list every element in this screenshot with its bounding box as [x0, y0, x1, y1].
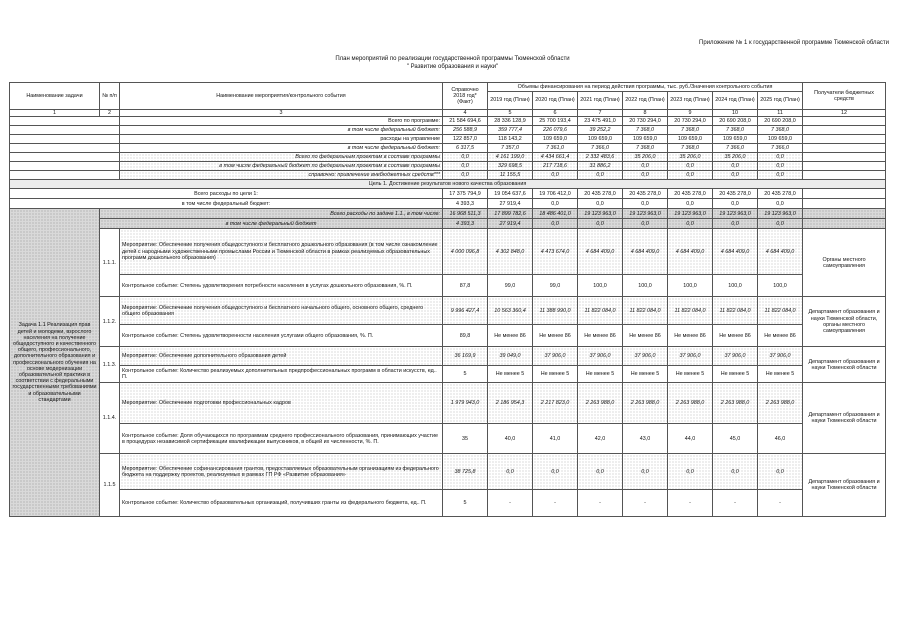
- summary-label: Всего по федеральным проектам в составе программы: [120, 153, 443, 162]
- event-measure: Мероприятие: Обеспечение получения общедоступного и бесплатного начального общего, основного общего, среднего общего образования: [120, 297, 443, 325]
- event-control-row: [10, 275, 886, 297]
- column-number: 10: [713, 110, 758, 117]
- event-control-row: [10, 366, 886, 383]
- value-cell: 0,0: [623, 171, 668, 180]
- control-value: -: [758, 490, 803, 517]
- column-number: 2: [100, 110, 120, 117]
- control-value: Не менее 5: [668, 366, 713, 383]
- measure-value: 2 263 988,0: [668, 383, 713, 424]
- measure-value: 39 049,0: [488, 347, 533, 366]
- value-cell: 0,0: [668, 171, 713, 180]
- control-value: 100,0: [758, 275, 803, 297]
- event-number: 1.1.4.: [100, 383, 120, 454]
- value-cell: 35 206,0: [623, 153, 668, 162]
- measure-value: 2 263 988,0: [623, 383, 668, 424]
- value-cell: 28 336 128,9: [488, 117, 533, 126]
- control-value: 45,0: [713, 424, 758, 454]
- measure-value: 11 822 084,0: [578, 297, 623, 325]
- value-cell: 7 368,0: [668, 126, 713, 135]
- value-cell: 20 435 278,0: [578, 189, 623, 199]
- column-number: 12: [803, 110, 886, 117]
- goal-total-label: в том числе федеральный бюджет:: [10, 199, 443, 209]
- value-cell: 0,0: [668, 219, 713, 229]
- goal-total-label: Всего расходы по цели 1:: [10, 189, 443, 199]
- summary-label: в том числе федеральный бюджет:: [120, 126, 443, 135]
- measure-value: 37 906,0: [623, 347, 668, 366]
- value-cell: 0,0: [758, 162, 803, 171]
- value-cell: 39 252,2: [578, 126, 623, 135]
- event-control-row: [10, 325, 886, 347]
- summary-label: справочно: привлечение внебюджетных средств***: [120, 171, 443, 180]
- event-number: 1.1.2.: [100, 297, 120, 347]
- value-cell: 329 698,5: [488, 162, 533, 171]
- value-cell: 0,0: [713, 199, 758, 209]
- measure-value: 10 563 360,4: [488, 297, 533, 325]
- measure-value: 11 822 084,0: [623, 297, 668, 325]
- event-recipient: Органы местного самоуправления: [803, 229, 886, 297]
- value-cell: 17 375 794,9: [443, 189, 488, 199]
- value-cell: 0,0: [623, 219, 668, 229]
- control-value: Не менее 86: [713, 325, 758, 347]
- column-number: 6: [533, 110, 578, 117]
- event-control: Контрольное событие: Степень удовлетворенности населения услугами общего образования, %. П.: [120, 325, 443, 347]
- value-cell: 226 079,6: [533, 126, 578, 135]
- measure-value: 4 684 409,0: [578, 229, 623, 275]
- value-cell: 0,0: [533, 199, 578, 209]
- value-cell: 7 368,0: [758, 126, 803, 135]
- value-cell: 0,0: [578, 171, 623, 180]
- value-cell: 35 206,0: [713, 153, 758, 162]
- empty-cell: [803, 209, 886, 219]
- task-name: Задача 1.1 Реализация прав детей и молодежи, взрослого населения на получение общедоступного и качественного общего, профессионального, дополнительного образования и профессионального обучения на основе модернизации образовательной практики в соответствии с федеральными государственными требованиями и образовательными стандартами: [10, 209, 100, 517]
- value-cell: 20 730 294,0: [623, 117, 668, 126]
- measure-value: 4 684 409,0: [758, 229, 803, 275]
- control-value: 40,0: [488, 424, 533, 454]
- event-measure: Мероприятие: Обеспечение подготовки профессиональных кадров: [120, 383, 443, 424]
- measure-value: 4 302 848,0: [488, 229, 533, 275]
- empty-cell: [803, 162, 886, 171]
- summary-row: [10, 144, 886, 153]
- value-cell: 0,0: [758, 219, 803, 229]
- summary-label: Всего по программе:: [120, 117, 443, 126]
- measure-value: 4 684 409,0: [668, 229, 713, 275]
- empty-cell: [803, 219, 886, 229]
- control-value: 89,8: [443, 325, 488, 347]
- header-year: 2025 год (План): [758, 92, 803, 110]
- measure-value: 0,0: [488, 454, 533, 490]
- value-cell: 19 123 963,0: [578, 209, 623, 219]
- control-value: -: [533, 490, 578, 517]
- header-year: 2020 год (План): [533, 92, 578, 110]
- control-value: -: [668, 490, 713, 517]
- value-cell: 16 968 511,3: [443, 209, 488, 219]
- measure-value: 9 996 427,4: [443, 297, 488, 325]
- measure-value: 0,0: [578, 454, 623, 490]
- measure-value: 0,0: [533, 454, 578, 490]
- value-cell: 109 659,0: [533, 135, 578, 144]
- header-num: № п/п: [100, 83, 120, 110]
- empty-cell: [803, 189, 886, 199]
- column-number: 8: [623, 110, 668, 117]
- control-value: 41,0: [533, 424, 578, 454]
- event-number: 1.1.1.: [100, 229, 120, 297]
- control-value: Не менее 86: [578, 325, 623, 347]
- event-measure-row: [10, 229, 886, 275]
- value-cell: 23 475 491,0: [578, 117, 623, 126]
- value-cell: 0,0: [623, 162, 668, 171]
- value-cell: 256 588,9: [443, 126, 488, 135]
- control-value: -: [488, 490, 533, 517]
- task-total-label: Всего расходы по задаче 1.1., в том числе:: [100, 209, 443, 219]
- event-recipient: Департамент образования и науки Тюменской области: [803, 383, 886, 454]
- measure-value: 11 822 084,0: [668, 297, 713, 325]
- value-cell: 19 123 963,0: [713, 209, 758, 219]
- control-value: 87,8: [443, 275, 488, 297]
- column-number: 7: [578, 110, 623, 117]
- measure-value: 2 263 988,0: [713, 383, 758, 424]
- value-cell: 0,0: [443, 171, 488, 180]
- measure-value: 0,0: [713, 454, 758, 490]
- value-cell: 0,0: [668, 162, 713, 171]
- value-cell: 0,0: [758, 171, 803, 180]
- column-number: 9: [668, 110, 713, 117]
- control-value: Не менее 5: [758, 366, 803, 383]
- empty-cell: [10, 171, 120, 180]
- value-cell: 17 899 782,6: [488, 209, 533, 219]
- header-year: 2023 год (План): [668, 92, 713, 110]
- control-value: 44,0: [668, 424, 713, 454]
- value-cell: 4 393,3: [443, 199, 488, 209]
- goal-row: [10, 180, 886, 189]
- measure-value: 37 906,0: [713, 347, 758, 366]
- header-year: 2021 год (План): [578, 92, 623, 110]
- value-cell: 109 659,0: [758, 135, 803, 144]
- value-cell: 20 730 294,0: [668, 117, 713, 126]
- measure-value: 11 388 990,0: [533, 297, 578, 325]
- event-recipient: Департамент образования и науки Тюменской области: [803, 347, 886, 383]
- value-cell: 0,0: [443, 153, 488, 162]
- summary-row: [10, 162, 886, 171]
- value-cell: 2 332 483,6: [578, 153, 623, 162]
- measure-value: 4 000 096,8: [443, 229, 488, 275]
- value-cell: 18 486 401,0: [533, 209, 578, 219]
- event-measure: Мероприятие: Обеспечение получения общедоступного и бесплатного дошкольного образования (в том числе ознакомление детей с народными художественными промыслами России и Тюменской области в рамках реализуемых образовательных программ дошкольного образования): [120, 229, 443, 275]
- control-value: Не менее 5: [533, 366, 578, 383]
- value-cell: 20 435 278,0: [623, 189, 668, 199]
- empty-cell: [10, 162, 120, 171]
- header-recipients: Получатели бюджетных средств: [803, 83, 886, 110]
- value-cell: 122 857,0: [443, 135, 488, 144]
- header-task-name: Наименование задачи: [10, 83, 100, 110]
- event-recipient: Департамент образования и науки Тюменской области, органы местного самоуправления: [803, 297, 886, 347]
- empty-cell: [10, 126, 120, 135]
- value-cell: 27 919,4: [488, 219, 533, 229]
- header-funding: Объемы финансирования на период действия программы, тыс. руб./Значения контрольного события: [488, 83, 803, 92]
- summary-row: [10, 135, 886, 144]
- goal-total-row: [10, 199, 886, 209]
- value-cell: 109 659,0: [623, 135, 668, 144]
- measure-value: 2 263 988,0: [578, 383, 623, 424]
- summary-label: в том числе федеральный бюджет по федеральным проектам в составе программы: [120, 162, 443, 171]
- event-recipient: Департамент образования и науки Тюменской области: [803, 454, 886, 517]
- event-control-row: [10, 490, 886, 517]
- empty-cell: [803, 117, 886, 126]
- value-cell: 7 361,0: [533, 144, 578, 153]
- value-cell: 19 123 963,0: [623, 209, 668, 219]
- header-year: 2022 год (План): [623, 92, 668, 110]
- event-control: Контрольное событие: Степень удовлетворения потребности населения в услугах дошкольного образования, %. П.: [120, 275, 443, 297]
- measure-value: 1 979 943,0: [443, 383, 488, 424]
- event-number: 1.1.3.: [100, 347, 120, 383]
- control-value: 100,0: [668, 275, 713, 297]
- control-value: -: [623, 490, 668, 517]
- measure-value: 4 684 409,0: [713, 229, 758, 275]
- value-cell: 7 368,0: [623, 144, 668, 153]
- value-cell: 0,0: [578, 199, 623, 209]
- header-ref-2018: Справочно 2018 год* (Факт): [443, 83, 488, 110]
- task-total-row: [10, 209, 886, 219]
- plan-table: [9, 82, 886, 517]
- summary-label: расходы на управление: [120, 135, 443, 144]
- header-event-name: Наименование мероприятия/контрольного события: [120, 83, 443, 110]
- column-number: 5: [488, 110, 533, 117]
- measure-value: 0,0: [668, 454, 713, 490]
- control-value: 35: [443, 424, 488, 454]
- measure-value: 4 684 409,0: [623, 229, 668, 275]
- appendix-note: Приложение № 1 к государственной программе Тюменской области: [699, 40, 889, 46]
- column-number: 1: [10, 110, 100, 117]
- control-value: 99,0: [533, 275, 578, 297]
- control-value: 100,0: [713, 275, 758, 297]
- empty-cell: [803, 135, 886, 144]
- measure-value: 37 906,0: [578, 347, 623, 366]
- value-cell: 0,0: [758, 153, 803, 162]
- value-cell: 6 317,5: [443, 144, 488, 153]
- control-value: Не менее 86: [488, 325, 533, 347]
- control-value: 100,0: [578, 275, 623, 297]
- value-cell: 217 718,6: [533, 162, 578, 171]
- value-cell: 0,0: [623, 199, 668, 209]
- summary-row: [10, 153, 886, 162]
- value-cell: 7 366,0: [578, 144, 623, 153]
- measure-value: 38 725,8: [443, 454, 488, 490]
- value-cell: 7 366,0: [713, 144, 758, 153]
- value-cell: 4 393,3: [443, 219, 488, 229]
- empty-cell: [803, 144, 886, 153]
- control-value: -: [578, 490, 623, 517]
- measure-value: 2 263 988,0: [758, 383, 803, 424]
- event-control: Контрольное событие: Количество реализуемых дополнительных предпрофессиональных программ в области искусств, ед.. П.: [120, 366, 443, 383]
- value-cell: 7 366,0: [758, 144, 803, 153]
- value-cell: 7 357,0: [488, 144, 533, 153]
- event-measure: Мероприятие: Обеспечение софинансирования грантов, предоставляемых образовательным организациям из федерального бюджета на поддержку проектов, реализуемых в рамках ГП РФ «Развитие образования»: [120, 454, 443, 490]
- measure-value: 11 822 084,0: [713, 297, 758, 325]
- value-cell: 27 919,4: [488, 199, 533, 209]
- column-number: 3: [120, 110, 443, 117]
- value-cell: 0,0: [713, 171, 758, 180]
- value-cell: 7 368,0: [713, 126, 758, 135]
- value-cell: 0,0: [758, 199, 803, 209]
- value-cell: 19 123 963,0: [758, 209, 803, 219]
- event-control-row: [10, 424, 886, 454]
- value-cell: 20 435 278,0: [668, 189, 713, 199]
- value-cell: 19 054 637,6: [488, 189, 533, 199]
- empty-cell: [803, 126, 886, 135]
- control-value: 46,0: [758, 424, 803, 454]
- control-value: -: [713, 490, 758, 517]
- measure-value: 37 906,0: [668, 347, 713, 366]
- measure-value: 37 906,0: [533, 347, 578, 366]
- summary-label: в том числе федеральный бюджет:: [120, 144, 443, 153]
- value-cell: 4 161 199,0: [488, 153, 533, 162]
- value-cell: 118 143,2: [488, 135, 533, 144]
- summary-row: [10, 126, 886, 135]
- value-cell: 31 886,2: [578, 162, 623, 171]
- empty-cell: [803, 171, 886, 180]
- measure-value: 11 822 084,0: [758, 297, 803, 325]
- value-cell: 25 700 193,4: [533, 117, 578, 126]
- control-value: Не менее 86: [623, 325, 668, 347]
- control-value: 5: [443, 366, 488, 383]
- value-cell: 359 777,4: [488, 126, 533, 135]
- control-value: Не менее 5: [578, 366, 623, 383]
- measure-value: 0,0: [758, 454, 803, 490]
- value-cell: 0,0: [668, 199, 713, 209]
- control-value: 99,0: [488, 275, 533, 297]
- header-year: 2019 год (План): [488, 92, 533, 110]
- value-cell: 19 706 412,0: [533, 189, 578, 199]
- event-number: 1.1.5: [100, 454, 120, 517]
- value-cell: 21 584 694,6: [443, 117, 488, 126]
- value-cell: 0,0: [533, 219, 578, 229]
- value-cell: 0,0: [578, 219, 623, 229]
- control-value: 42,0: [578, 424, 623, 454]
- control-value: 5: [443, 490, 488, 517]
- task-federal-label: в том числе федеральный бюджет: [100, 219, 443, 229]
- plan-title: План мероприятий по реализации государственной программы Тюменской области: [335, 56, 570, 62]
- value-cell: 20 435 278,0: [713, 189, 758, 199]
- summary-row: [10, 117, 886, 126]
- value-cell: 0,0: [713, 162, 758, 171]
- value-cell: 7 368,0: [623, 126, 668, 135]
- event-control: Контрольное событие: Доля обучающихся по программам среднего профессионального образования, принимающих участие в процедурах независимой сертификации квалификации выпускников, в общей их численности, %. П.: [120, 424, 443, 454]
- event-measure-row: [10, 347, 886, 366]
- value-cell: 109 659,0: [713, 135, 758, 144]
- event-measure-row: [10, 454, 886, 490]
- measure-value: 4 473 674,0: [533, 229, 578, 275]
- value-cell: 20 690 208,0: [758, 117, 803, 126]
- program-name: " Развитие образования и науки": [406, 64, 499, 70]
- measure-value: 37 906,0: [758, 347, 803, 366]
- event-measure: Мероприятие: Обеспечение дополнительного образования детей: [120, 347, 443, 366]
- column-number: 4: [443, 110, 488, 117]
- control-value: Не менее 86: [533, 325, 578, 347]
- goal-total-row: [10, 189, 886, 199]
- control-value: Не менее 5: [488, 366, 533, 383]
- control-value: Не менее 5: [713, 366, 758, 383]
- empty-cell: [803, 153, 886, 162]
- value-cell: 35 206,0: [668, 153, 713, 162]
- value-cell: 20 435 278,0: [758, 189, 803, 199]
- value-cell: 109 659,0: [578, 135, 623, 144]
- header-column-numbers: [10, 110, 886, 117]
- measure-value: 36 169,9: [443, 347, 488, 366]
- value-cell: 4 434 661,4: [533, 153, 578, 162]
- empty-cell: [10, 135, 120, 144]
- summary-row: [10, 171, 886, 180]
- value-cell: 20 690 208,0: [713, 117, 758, 126]
- event-measure-row: [10, 297, 886, 325]
- control-value: Не менее 5: [623, 366, 668, 383]
- value-cell: 0,0: [443, 162, 488, 171]
- empty-cell: [10, 117, 120, 126]
- empty-cell: [803, 199, 886, 209]
- control-value: Не менее 86: [758, 325, 803, 347]
- value-cell: 7 368,0: [668, 144, 713, 153]
- value-cell: 19 123 963,0: [668, 209, 713, 219]
- value-cell: 0,0: [533, 171, 578, 180]
- goal-title: Цель 1. Достижение результатов нового качества образования: [10, 180, 886, 189]
- value-cell: 109 659,0: [668, 135, 713, 144]
- control-value: 43,0: [623, 424, 668, 454]
- event-control: Контрольное событие: Количество образовательных организаций, получивших гранты из федерального бюджета, ед.. П.: [120, 490, 443, 517]
- value-cell: 0,0: [713, 219, 758, 229]
- control-value: 100,0: [623, 275, 668, 297]
- event-measure-row: [10, 383, 886, 424]
- plan-table-body: [10, 117, 886, 517]
- empty-cell: [10, 144, 120, 153]
- control-value: Не менее 86: [668, 325, 713, 347]
- measure-value: 0,0: [623, 454, 668, 490]
- task-federal-row: [10, 219, 886, 229]
- column-number: 11: [758, 110, 803, 117]
- value-cell: 11 155,5: [488, 171, 533, 180]
- measure-value: 2 217 823,0: [533, 383, 578, 424]
- header-year: 2024 год (План): [713, 92, 758, 110]
- empty-cell: [10, 153, 120, 162]
- measure-value: 2 186 954,3: [488, 383, 533, 424]
